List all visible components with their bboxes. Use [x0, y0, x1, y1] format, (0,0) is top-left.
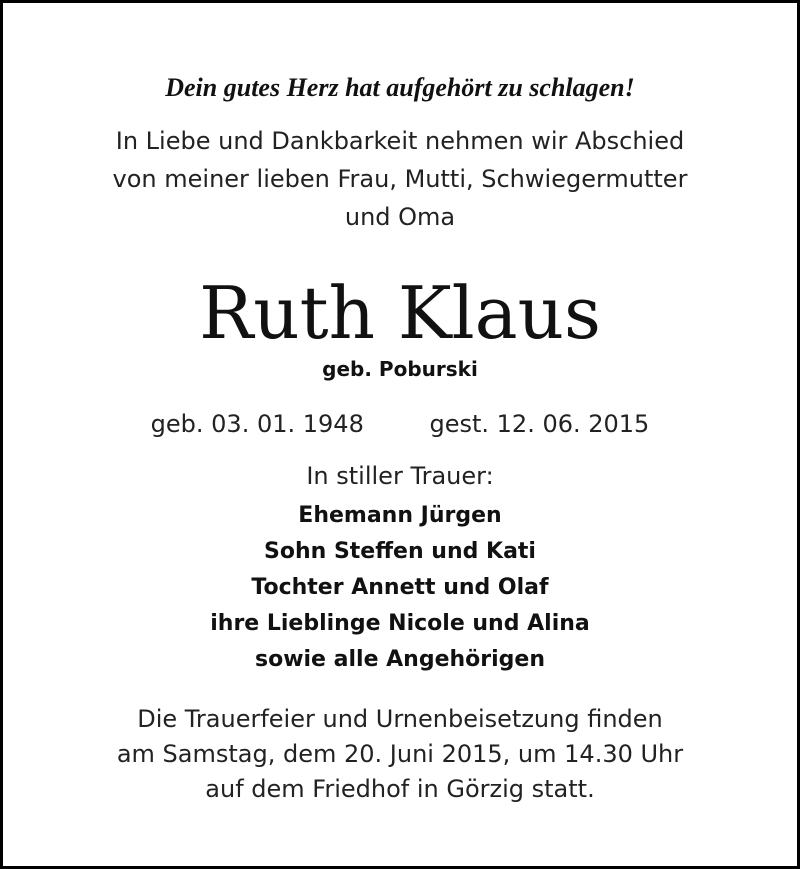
- mourner-line: ihre Lieblinge Nicole und Alina: [210, 611, 590, 636]
- ceremony-line: Die Trauerfeier und Urnenbeisetzung finden: [137, 705, 663, 733]
- mourner-line: sowie alle Angehörigen: [254, 647, 546, 672]
- intro-line: In Liebe und Dankbarkeit nehmen wir Abschied: [115, 127, 685, 155]
- mourning-intro: In stiller Trauer:: [306, 462, 494, 490]
- ceremony-line: auf dem Friedhof in Görzig statt.: [205, 775, 595, 803]
- maiden-name: geb. Poburski: [322, 357, 478, 381]
- life-dates: [3, 407, 797, 441]
- mourner-line: Sohn Steffen und Kati: [264, 539, 536, 564]
- deceased-name: Ruth Klaus: [199, 271, 601, 355]
- ceremony-line: am Samstag, dem 20. Juni 2015, um 14.30 Uhr: [116, 740, 684, 768]
- mourner-line: Tochter Annett und Olaf: [251, 575, 549, 600]
- mourner-line: Ehemann Jürgen: [298, 503, 502, 528]
- headline: Dein gutes Herz hat aufgehört zu schlagen!: [165, 73, 635, 102]
- intro-line: und Oma: [344, 203, 456, 231]
- intro-line: von meiner lieben Frau, Mutti, Schwiegermutter: [112, 165, 688, 193]
- death-date: gest. 12. 06. 2015: [429, 410, 650, 438]
- birth-date: geb. 03. 01. 1948: [150, 410, 364, 438]
